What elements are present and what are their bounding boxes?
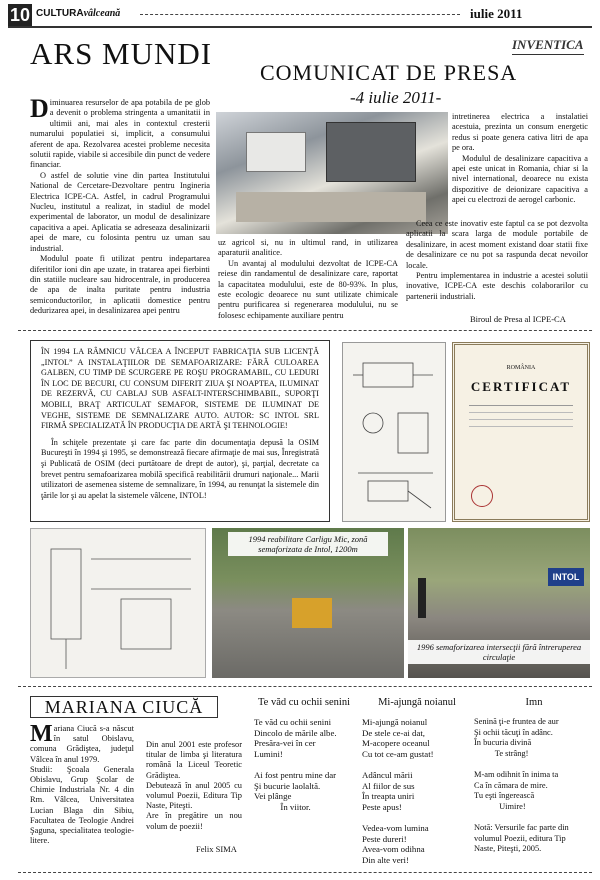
certificate-line xyxy=(469,426,573,427)
instrument-shape xyxy=(246,132,306,172)
drop-cap: M xyxy=(30,721,53,747)
press-paragraph: Modulul de desalinizare capacitiva a apei este unicat in Romania, chiar si la nivel international, deoarece nu exista dispozitive de deionizare capacitiva a apei cu electrozi de aerogel carbonic. xyxy=(452,153,588,205)
certificate-image xyxy=(452,342,590,522)
press-title: COMUNICAT DE PRESA xyxy=(260,60,518,85)
poem-2 xyxy=(362,696,472,865)
vehicle-shape xyxy=(292,598,332,628)
press-paragraph: Pentru implementarea in industrie a acestei solutii inovative, ICPE-CA este deschis colaborarilor cu partenerii industriali. xyxy=(406,271,588,301)
mariana-title: MARIANA CIUCĂ xyxy=(30,696,218,718)
drop-cap: D xyxy=(30,94,49,123)
author-signature: Felix SIMA xyxy=(196,844,237,854)
footer-divider xyxy=(18,872,592,873)
seal-icon xyxy=(471,485,493,507)
poem-title: Mi-ajungă noianul xyxy=(378,697,456,708)
road-works-photo xyxy=(212,528,404,678)
masthead-brand: CULTURA xyxy=(36,8,84,19)
instrument-shape xyxy=(326,122,416,182)
press-paragraph: Ceea ce este inovativ este faptul ca se pot dezvolta aplicatii la scara larga de module portabile de desalinizare, in acest moment existand doar statii fixe de desalinizare ce nu pot sa raspunda decat nevoilor locale. xyxy=(406,219,588,270)
section-divider xyxy=(18,330,592,331)
poem-title: Imn xyxy=(525,697,543,708)
section-title: ARS MUNDI xyxy=(30,36,213,71)
intol-sign: INTOL xyxy=(548,568,584,586)
poem-text: Mi-ajungă noianul De stele ce-ai dat, M-acopere oceanul Cu tot ce-am gustat! Adâncul mării Al fiilor de sus În treapta uniri Peste apus! Vedea-vom lumina Peste dureri! Avea-vom odihna Din alte veri! xyxy=(362,717,434,865)
poem-1 xyxy=(254,696,354,812)
certificate-title: CERTIFICAT xyxy=(470,379,572,394)
masthead xyxy=(36,8,120,19)
mariana-bio: ariana Ciucă s-a născut în satul Obislavu, comuna Grădiştea, judeţul Vâlcea în anul 1979. xyxy=(30,724,134,764)
intol-article-box xyxy=(30,340,330,522)
press-date: -4 iulie 2011- xyxy=(350,88,442,107)
lab-equipment-photo xyxy=(216,112,448,234)
photo-caption-2: 1996 semaforizarea intersecţii fără întreruperea circulaţie xyxy=(408,640,590,664)
certificate-line xyxy=(469,405,573,406)
press-column-1 xyxy=(30,94,210,317)
press-paragraph: intretinerea electrica a instalatiei acestuia, prezinta un consum energetic redus si poate genera cativa litri de apa pe ora. xyxy=(452,112,588,153)
masthead-name: vâlceană xyxy=(83,8,121,19)
press-paragraph: O astfel de solutie vine din partea Institutului National de Cercetare-Dezvoltare pentru Ingineria Electrica ICPE-CA. Astfel, in cadrul Programului Nucleu, institutul a realizat, in stadiul de model experimental de laborator, un modul de desalinizare capacitiva a apei. Aplicatia se adreseaza desalinizarii apei de mare, cu folosinta pentru uz uman sau industrial. xyxy=(30,170,210,253)
press-signature: Biroul de Presa al ICPE-CA xyxy=(470,314,566,324)
press-paragraph: Un avantaj al modulului dezvoltat de ICPE-CA reiese din randamentul de desalinizare care, raportat la capacitatea modulului, este de 80-93%. In plus, este ecologic deoarece nu sunt utilizate chimicale pentru purificarea si regenerarea modulului, nu se folosesc echipamente auxiliare pentru xyxy=(218,258,398,320)
poem-3 xyxy=(474,696,594,855)
technical-drawing xyxy=(30,528,206,678)
issue-date: iulie 2011 xyxy=(470,6,523,21)
mariana-bio-column xyxy=(30,721,134,846)
press-column-2 xyxy=(218,238,398,321)
mariana-career-p1: Din anul 2001 este profesor titular de limba şi literatura română la Liceul Teoretic Grădiştea. xyxy=(146,740,242,780)
mariana-career-p3: Are în pregătire un nou volum de poezii! xyxy=(146,811,242,831)
press-paragraph: uz agricol si, nu in ultimul rand, in utilizarea aparaturii analitice. xyxy=(218,238,398,258)
header-dashed-rule xyxy=(140,14,460,15)
certificate-line xyxy=(469,419,573,420)
bench-shape xyxy=(236,192,426,222)
patent-sketch-drawing xyxy=(343,343,447,523)
poem-text: Te văd cu ochii senini Dincolo de mările albe. Presăra-vei în cer Lumini! Ai fost pentru mine dar Şi bucurie laolaltă. Vei plânge În viitor. xyxy=(254,717,337,812)
mariana-career-column xyxy=(146,740,242,832)
intersection-photo xyxy=(408,528,590,678)
mariana-studies: Studii: Şcoala Generala Obislavu, Grup Şcolar de Chimie Industriala Nr. 4 din Rm. Vâlcea, Universitatea Lucian Blaga din Sibiu, Facultatea de Teologie Andrei Şaguna, specialitatea teologie-litere. xyxy=(30,764,134,846)
intol-body: În schiţele prezentate şi care fac parte din documentaţia depusă la OSIM Bucureşti în 1994 şi 1995, se demonstrează fiecare afirmaţie de mai sus, Înregistrată şi Publicată de OSIM (deci purtătoare de drept de autor), şi, parţial, decretate ca brevet pentru semafoarizarea mobilă specifică reabilitării drumuri naţionale... Marii utilizatori de asemenea sisteme de semnalizare, în 1994, au renunţat la sistemele din ţările lor şi au apelat la sistemele vâlcene, INTOL! xyxy=(41,437,319,500)
poem-text: Senină ţi-e fruntea de aur Şi ochii tăcuţi în adânc. În bucuria divină Te strâng! M-am odihnit în inima ta Ca în cămara de mire. Tu eşti îngerească Uimire! Notă: Versurile fac parte din volumul Poezii, editura Tip Naste, Piteşti, 2005. xyxy=(474,717,569,854)
page-number: 10 xyxy=(9,5,31,25)
poem-title: Te văd cu ochii senini xyxy=(258,697,350,708)
mariana-career-p2: Debutează în anul 2005 cu volumul Poezii, Editura Tip Naste, Piteşti. xyxy=(146,780,242,811)
patent-sketch xyxy=(342,342,446,522)
press-column-3b xyxy=(406,219,588,302)
certificate-line xyxy=(469,412,573,413)
photo-caption-1: 1994 reabilitare Carligu Mic, zonă semaforizata de Intol, 1200m xyxy=(228,532,388,556)
header-rule xyxy=(8,26,592,28)
intol-lead: ÎN 1994 LA RÂMNICU VÂLCEA A ÎNCEPUT FABRICAŢIA SUB LICENŢĂ „INTOL” A INSTALAŢIILOR DE SEMAFOARIZARE: FĂRĂ CULOAREA GALBEN, CU TIMP DE SCURGERE PE ROŞU PROGRAMABIL, CU LEDURI ÎN LOC DE BECURI, CU CONSUM DIFERIT ZIUA ŞI NOAPTEA, ILUMINAT DE REZERVĂ, CU CABLAJ SUB ASFALT-INTERSCHIMBABIL, SUPORŢI MOBILI, BRAŢ ARTICULAT SEMAFOR, SISTEME DE ILUMINAT DE VEGHE, SISTEME DE SEMNALIZARE AUTO. AUTOR: SC INTOL SRL FIRMĂ SPECIALIZATĂ ÎN PRODUCŢIA DE ARTĂ ŞI TEHNOLOGIE! xyxy=(41,347,319,431)
traffic-light-shape xyxy=(418,578,426,618)
section-divider xyxy=(18,686,592,687)
press-column-3a xyxy=(452,112,588,206)
rubric-label: INVENTICA xyxy=(512,37,584,55)
press-paragraph: iminuarea resurselor de apa potabila de pe glob a devenit o problema stringenta a umanitatii in ultimii ani, mai ales in contextul cresterii numarului populatiei si, implicit, a consumului aferent de apa. Rezolvarea acestei probleme necesita solutii rapide, viabile si accesibile din punct de vedere financiar. xyxy=(30,98,210,170)
press-paragraph: Modulul poate fi utilizat pentru indepartarea diferitilor ioni din ape uzate, in tratarea apei fierbinti din statiile nucleare sau hidrocentrale, in producerea de apa de inalta puritate pentru industria semiconductorilor, in aplicatii domestice pentru dedurizarea apei, in desalinizarea apei pentru xyxy=(30,254,210,316)
certificate-country: ROMÂNIA xyxy=(506,365,536,371)
technical-drawing-lines xyxy=(31,529,207,679)
